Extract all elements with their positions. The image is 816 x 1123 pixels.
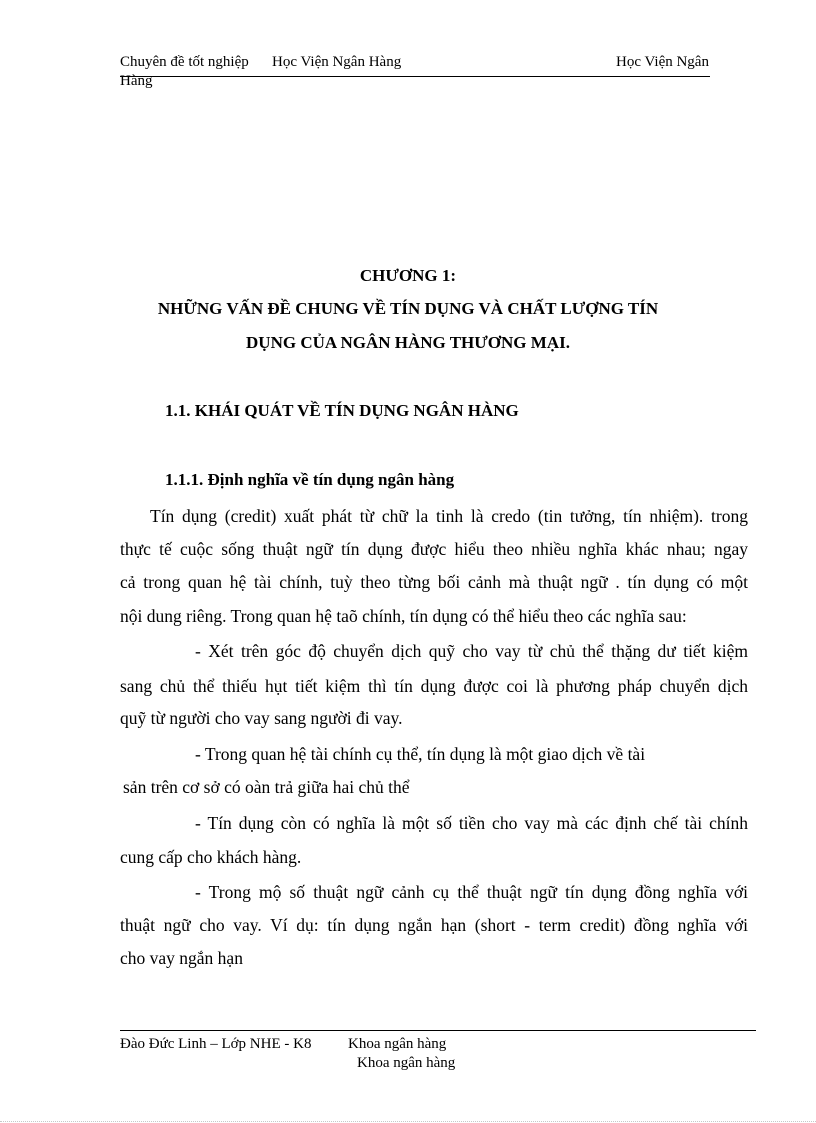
body-line: nội dung riêng. Trong quan hệ taõ chính, tín dụng có thể hiểu theo các nghĩa sau: — [120, 606, 687, 626]
body-line: sản trên cơ sở có oàn trả giữa hai chủ thể — [123, 777, 410, 797]
body-line: thuật ngữ cho vay. Ví dụ: tín dụng ngắn hạn (short - term credit) đồng nghĩa với — [120, 915, 748, 935]
body-line: cho vay ngắn hạn — [120, 948, 243, 968]
body-line: quỹ từ người cho vay sang người đi vay. — [120, 708, 403, 728]
chapter-title-line2: DỤNG CỦA NGÂN HÀNG THƯƠNG MẠI. — [246, 333, 570, 352]
footer-author: Đào Đức Linh – Lớp NHE - K8 — [120, 1036, 312, 1052]
page-edge-dots — [0, 1121, 816, 1122]
chapter-title-line1: NHỮNG VẤN ĐỀ CHUNG VỀ TÍN DỤNG VÀ CHẤT LƯỢNG TÍN — [157, 299, 659, 318]
body-line: - Trong quan hệ tài chính cụ thể, tín dụng là một giao dịch về tài — [195, 744, 646, 764]
footer-dept-wrap: Khoa ngân hàng — [357, 1055, 456, 1071]
body-line: thực tế cuộc sống thuật ngữ tín dụng được hiểu theo nhiều nghĩa khác nhau; ngay — [120, 539, 748, 559]
body-line: - Trong mộ số thuật ngữ cảnh cụ thể thuật ngữ tín dụng đồng nghĩa với — [195, 882, 748, 902]
header-left: Chuyên đề tốt nghiệp — [120, 54, 249, 70]
header-wrap: Hàng — [120, 73, 153, 89]
header-rule — [120, 76, 710, 77]
header-right: Học Viện Ngân — [616, 54, 709, 70]
body-line: cung cấp cho khách hàng. — [120, 847, 302, 867]
body-line: - Tín dụng còn có nghĩa là một số tiền cho vay mà các định chế tài chính — [195, 813, 748, 833]
section-heading: 1.1. KHÁI QUÁT VỀ TÍN DỤNG NGÂN HÀNG — [165, 401, 519, 420]
footer-rule — [120, 1030, 756, 1031]
subsection-heading: 1.1.1. Định nghĩa về tín dụng ngân hàng — [165, 470, 455, 489]
body-line: - Xét trên góc độ chuyển dịch quỹ cho vay từ chủ thể thặng dư tiết kiệm — [195, 641, 748, 661]
body-line: cả trong quan hệ tài chính, tuỳ theo từng bối cảnh mà thuật ngữ . tín dụng có một — [120, 572, 748, 592]
chapter-number: CHƯƠNG 1: — [359, 266, 457, 285]
body-line: Tín dụng (credit) xuất phát từ chữ la tinh là credo (tin tưởng, tín nhiệm). trong — [150, 506, 748, 526]
footer-dept: Khoa ngân hàng — [348, 1036, 447, 1052]
header-center: Học Viện Ngân Hàng — [272, 54, 402, 70]
body-line: sang chủ thể thiếu hụt tiết kiệm thì tín dụng được coi là phương pháp chuyển dịch — [120, 676, 748, 696]
